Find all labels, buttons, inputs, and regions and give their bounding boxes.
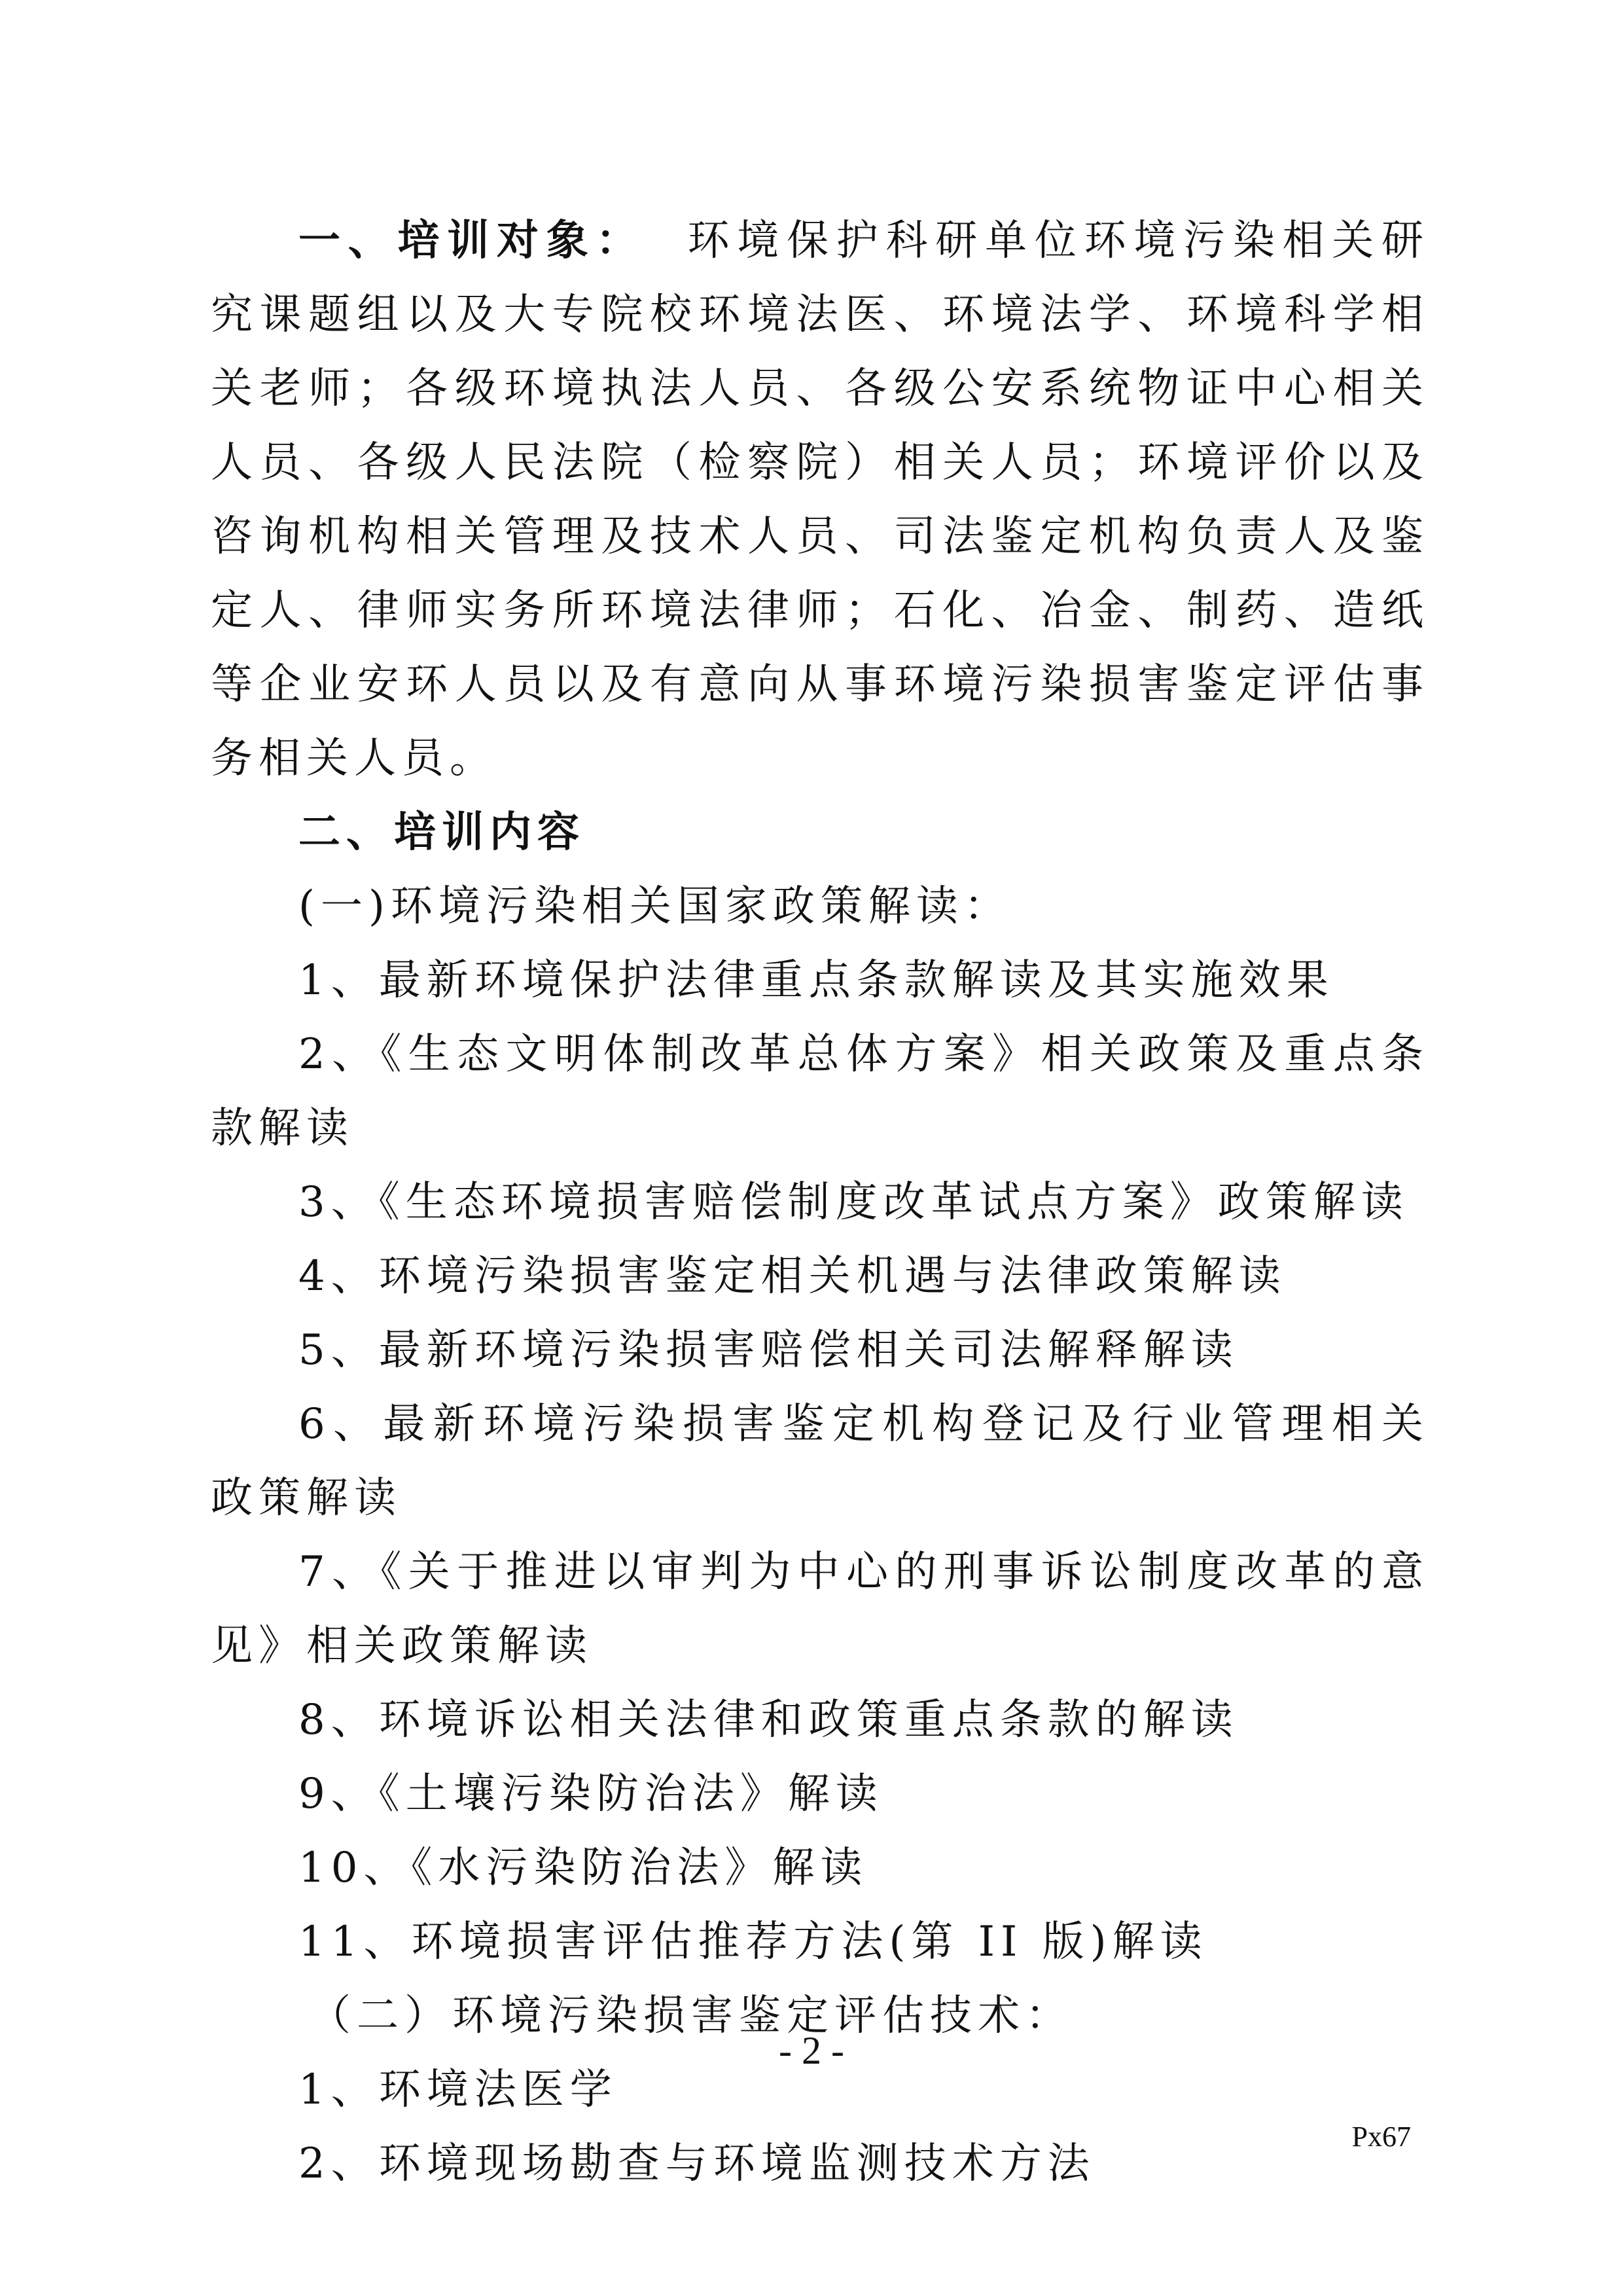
subsection-technique-title: （二）环境污染损害鉴定评估技术：	[309, 1992, 1073, 2040]
list-item: 1、最新环境保护法律重点条款解读及其实施效果	[298, 956, 1334, 1005]
subsection-policy-title: (一)环境污染相关国家政策解读：	[298, 882, 1012, 931]
list-item: 8、环境诉讼相关法律和政策重点条款的解读	[298, 1696, 1239, 1744]
list-item: 1、环境法医学	[298, 2066, 618, 2114]
list-item: 2、环境现场勘查与环境监测技术方法	[298, 2140, 1096, 2188]
list-item: 4、环境污染损害鉴定相关机遇与法律政策解读	[298, 1252, 1287, 1300]
list-item: 10、《水污染防治法》解读	[298, 1844, 868, 1892]
list-item: 3、《生态环境损害赔偿制度改革试点方案》政策解读	[298, 1178, 1409, 1227]
section-training-target-body: 环境保护科研单位环境污染相关研究课题组以及大专院校环境法医、环境法学、环境科学相关老师；各级环境执法人员、各级公安系统物证中心相关人员、各级人民法院（检察院）相关人员；环境评价以及咨询机构相关管理及技术人员、司法鉴定机构负责人及鉴定人、律师实务所环境法律师；石化、冶金、制药、造纸等企业安环人员以及有意向从事环境污染损害鉴定评估事务相关人员。	[211, 217, 1430, 783]
document-code: Px67	[1351, 2121, 1411, 2153]
document-body	[211, 204, 1429, 2201]
list-item: 11、环境损害评估推荐方法(第 II 版)解读	[298, 1918, 1208, 1966]
section-training-target	[211, 204, 1429, 796]
section-training-target-title: 一、培训对象：	[298, 217, 646, 265]
page-number: - 2 -	[779, 2029, 844, 2072]
list-item: 6、最新环境污染损害鉴定机构登记及行业管理相关政策解读	[211, 1400, 1429, 1522]
list-item: 7、《关于推进以审判为中心的刑事诉讼制度改革的意见》相关政策解读	[211, 1548, 1429, 1670]
list-item: 9、《土壤污染防治法》解读	[298, 1770, 883, 1818]
list-item: 5、最新环境污染损害赔偿相关司法解释解读	[298, 1326, 1239, 1374]
list-item: 2、《生态文明体制改革总体方案》相关政策及重点条款解读	[211, 1030, 1429, 1153]
section-training-content-title: 二、培训内容	[298, 808, 585, 857]
